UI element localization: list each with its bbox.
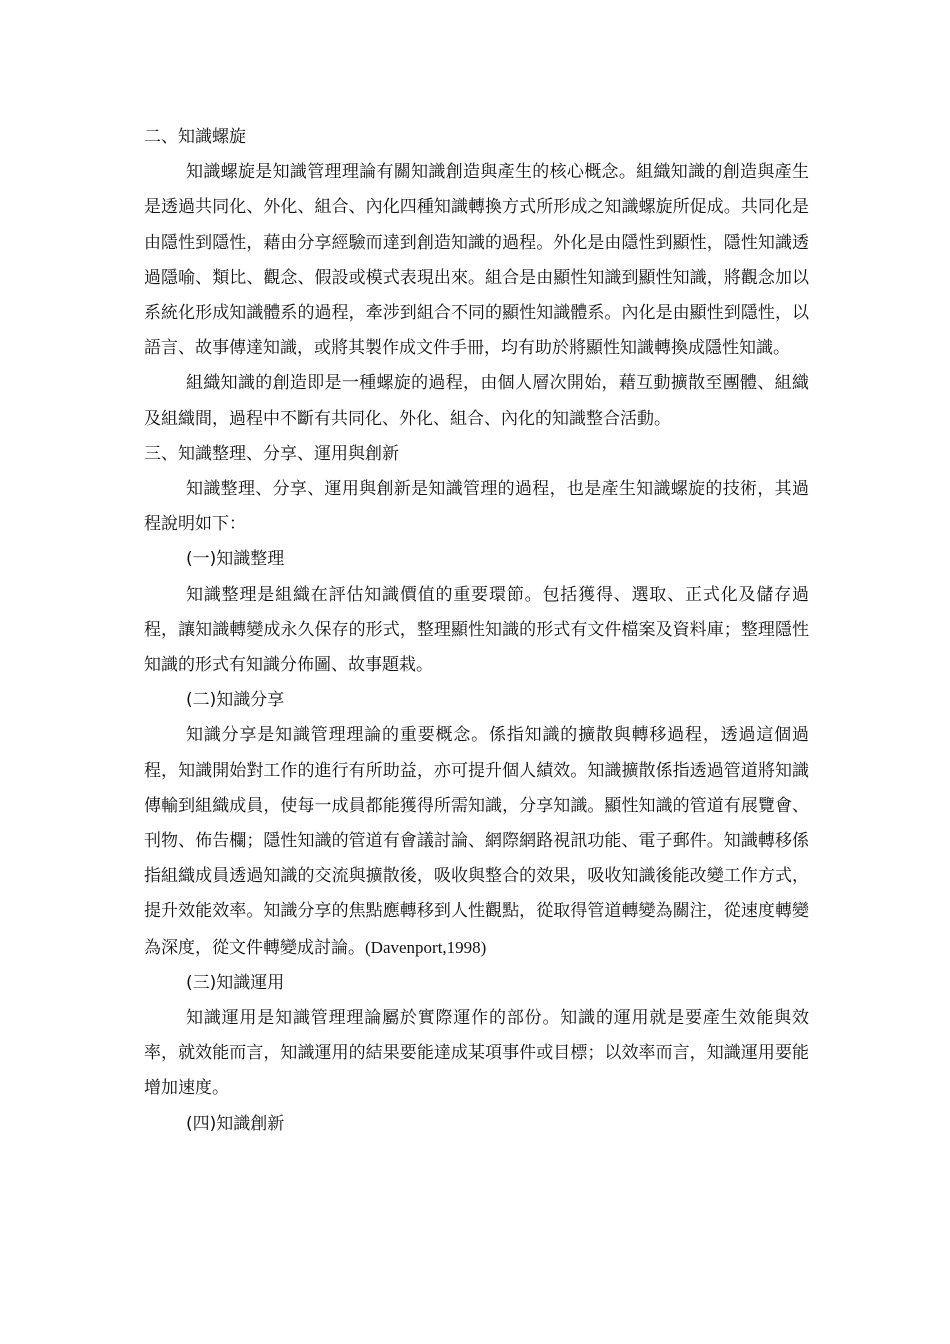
section-heading-knowledge-process: 三、知識整理、分享、運用與創新 xyxy=(144,443,399,464)
subsection-title-apply: (三)知識運用 xyxy=(186,972,285,993)
subsection-title-innovate: (四)知識創新 xyxy=(186,1113,285,1134)
paragraph-spiral-process: 組織知識的創造即是一種螺旋的過程，由個人層次開始，藉互動擴散至團體、組織及組織間，過程中不斷有共同化、外化、組合、內化的知識整合活動。 xyxy=(144,373,809,429)
paragraph-share xyxy=(144,718,809,965)
citation-davenport: (Davenport,1998) xyxy=(365,937,487,957)
section-heading-knowledge-spiral: 二、知識螺旋 xyxy=(144,127,246,147)
paragraph-apply: 知識運用是知識管理理論屬於實際運作的部份。知識的運用就是要產生效能與效率，就效能而言，知識運用的結果要能達成某項事件或目標；以效率而言，知識運用要能增加速度。 xyxy=(144,1008,809,1099)
paragraph-process-intro: 知識整理、分享、運用與創新是知識管理的過程，也是產生知識螺旋的技術，其過程說明如下： xyxy=(144,479,809,535)
document-page xyxy=(144,120,809,1142)
subsection-title-share: (二)知識分享 xyxy=(186,690,285,711)
paragraph-share-text: 知識分享是知識管理理論的重要概念。係指知識的擴散與轉移過程，透過這個過程，知識開始對工作的進行有所助益，亦可提升個人績效。知識擴散係指透過管道將知識傳輸到組織成員，使每一成員都能獲得所需知識，分享知識。顯性知識的管道有展覽會、刊物、佈告欄；隱性知識的管道有會議討論、網際網路視訊功能、電子郵件。知識轉移係指組織成員透過知識的交流與擴散後，吸收與整合的效果，吸收知識後能改變工作方式，提升效能效率。知識分享的焦點應轉移到人性觀點，從取得管道轉變為關注，從速度轉變為深度，從文件轉變成討論。 xyxy=(144,725,809,958)
paragraph-organize: 知識整理是組織在評估知識價值的重要環節。包括獲得、選取、正式化及儲存過程，讓知識轉變成永久保存的形式，整理顯性知識的形式有文件檔案及資料庫；整理隱性知識的形式有知識分佈圖、故事題栽。 xyxy=(144,584,809,676)
paragraph-spiral-concept: 知識螺旋是知識管理理論有關知識創造與產生的核心概念。組織知識的創造與產生是透過共同化、外化、組合、內化四種知識轉換方式所形成之知識螺旋所促成。共同化是由隱性到隱性，藉由分享經驗而達到創造知識的過程。外化是由隱性到顯性，隱性知識透過隱喻、類比、觀念、假設或模式表現出來。組合是由顯性知識到顯性知識，將觀念加以系統化形成知識體系的過程，牽涉到組合不同的顯性知識體系。內化是由顯性到隱性，以語言、故事傳達知識，或將其製作成文件手冊，均有助於將顯性知識轉換成隱性知識。 xyxy=(144,162,809,359)
subsection-title-organize: (一)知識整理 xyxy=(186,549,285,570)
